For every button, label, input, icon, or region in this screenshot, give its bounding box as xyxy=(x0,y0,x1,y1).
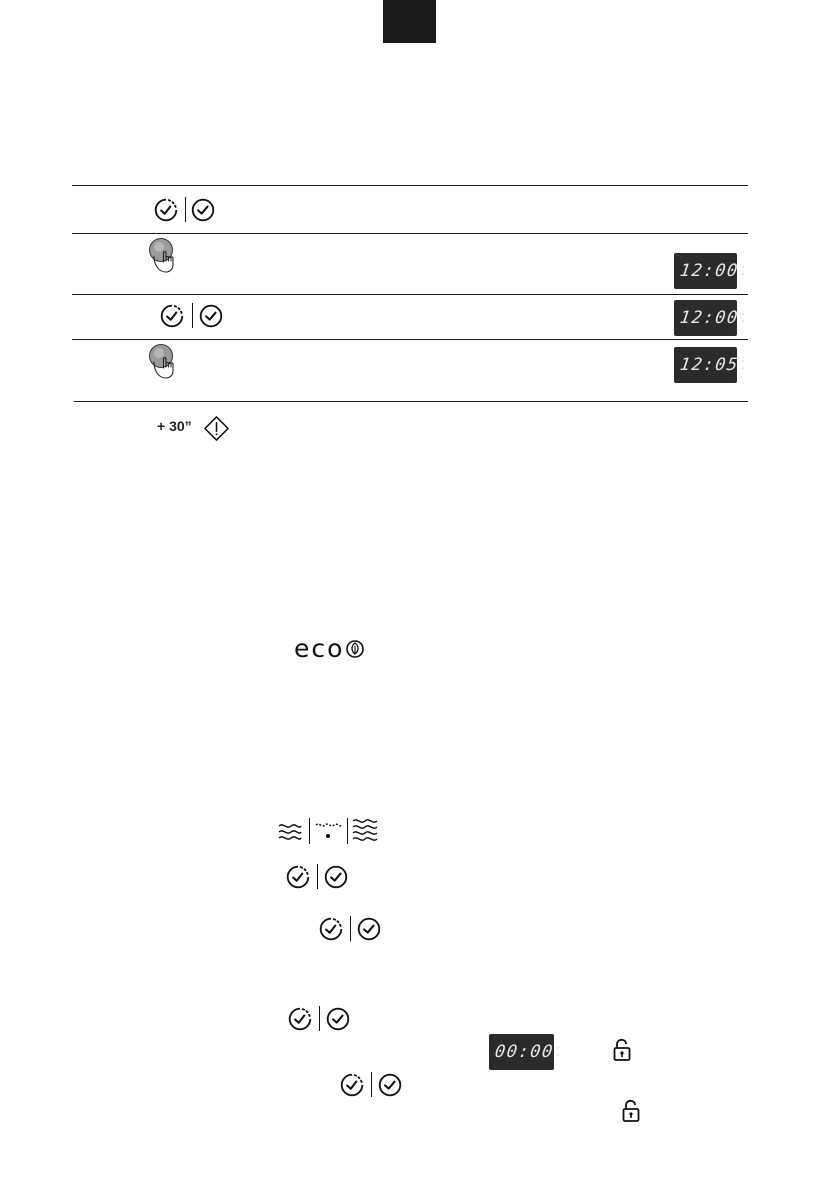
checkmark-circle-icon xyxy=(356,916,382,942)
clock-timer-icon xyxy=(159,303,185,329)
eco-logo xyxy=(294,636,365,661)
table-rule-top xyxy=(72,185,748,186)
display-indicator: · · xyxy=(741,263,745,279)
unlocked-padlock-icon xyxy=(621,1099,641,1123)
page-tab xyxy=(383,0,436,43)
waves-icon xyxy=(277,820,303,844)
table-rule xyxy=(72,294,748,295)
grill-waves-icon xyxy=(351,817,379,845)
eco-label: eco xyxy=(294,634,345,663)
table-rule xyxy=(72,233,748,234)
lock-display xyxy=(489,1034,560,1070)
display-time: 12:00 xyxy=(678,261,741,281)
checkmark-circle-icon xyxy=(377,1072,403,1098)
icon-separator xyxy=(309,818,310,844)
checkmark-circle-icon xyxy=(198,303,224,329)
table-rule xyxy=(72,339,748,340)
quick-start-label: + 30” xyxy=(157,418,192,434)
unlocked-padlock-icon xyxy=(612,1038,632,1062)
display-indicator: · · xyxy=(556,1044,560,1060)
icon-separator xyxy=(319,1006,320,1031)
icon-separator xyxy=(371,1072,372,1097)
checkmark-circle-icon xyxy=(190,197,216,223)
eco-leaf-icon xyxy=(345,639,365,659)
icon-separator xyxy=(347,818,348,844)
checkmark-circle-icon xyxy=(325,1006,351,1032)
display-time: 12:00 xyxy=(678,308,741,328)
display-indicator: · · xyxy=(741,310,745,326)
checkmark-circle-icon xyxy=(323,864,349,890)
display-time: 12:05 xyxy=(678,355,741,375)
clock-timer-icon xyxy=(153,197,179,223)
clock-display xyxy=(674,347,745,383)
icon-separator xyxy=(350,916,351,941)
clock-timer-icon xyxy=(285,864,311,890)
dial-hand-icon xyxy=(143,342,183,382)
defrost-icon xyxy=(314,820,342,844)
icon-separator xyxy=(317,864,318,889)
clock-timer-icon xyxy=(318,916,344,942)
display-indicator: · · xyxy=(741,357,745,373)
clock-display xyxy=(674,300,745,336)
table-rule-bottom xyxy=(74,401,748,402)
clock-display xyxy=(674,253,745,289)
clock-timer-icon xyxy=(287,1006,313,1032)
display-time: 00:00 xyxy=(493,1042,556,1062)
clock-timer-icon xyxy=(339,1072,365,1098)
icon-separator xyxy=(192,303,193,328)
icon-separator xyxy=(185,197,186,222)
start-diamond-icon xyxy=(203,415,230,442)
dial-hand-icon xyxy=(143,236,183,276)
